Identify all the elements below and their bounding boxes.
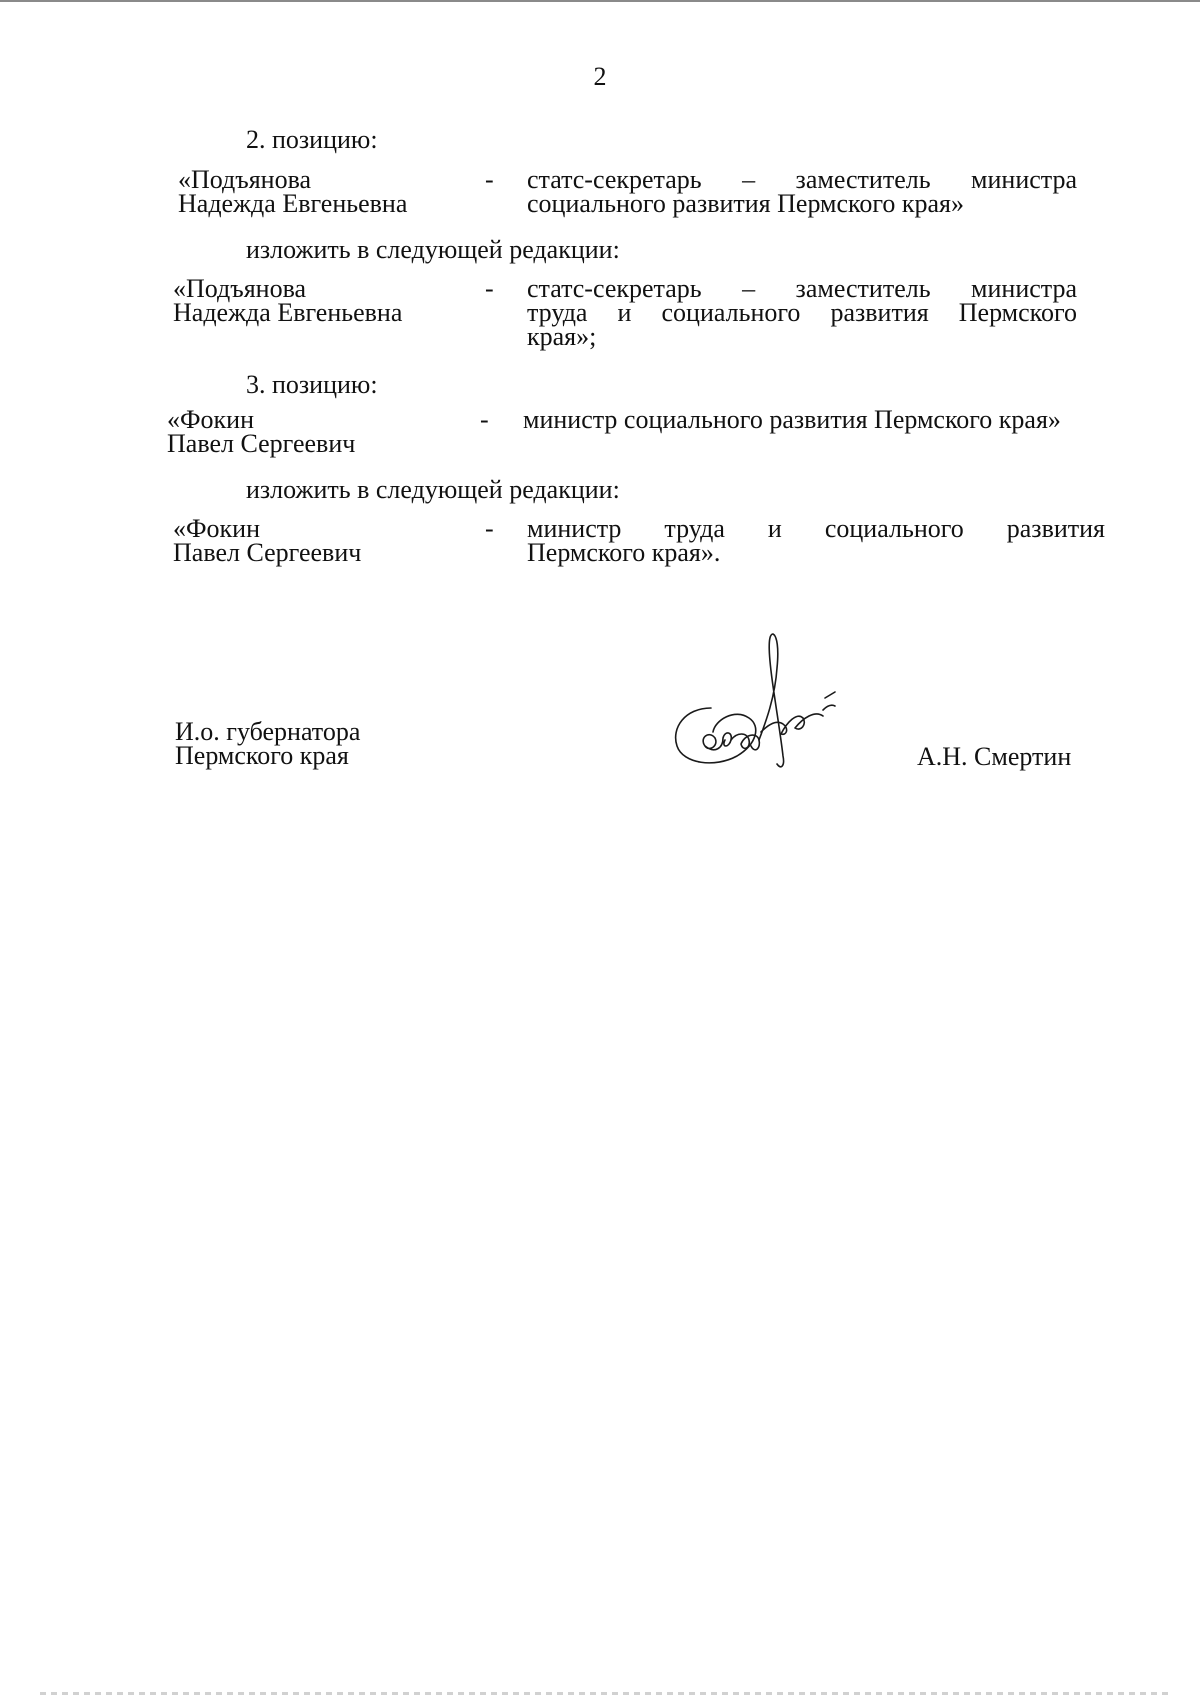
name-line: «Фокин — [173, 514, 261, 543]
section-2-old-description — [527, 165, 1077, 218]
section-2-new-description — [527, 274, 1077, 351]
section-2-new-dash: - — [485, 274, 494, 303]
section-3-old-description: министр социального развития Пермского края» — [523, 405, 1061, 434]
description-line: статс-секретарь – заместитель министра — [527, 165, 1077, 194]
handwritten-signature-icon — [665, 628, 865, 778]
description-line: статс-секретарь – заместитель министра — [527, 274, 1077, 303]
section-3-old-dash: - — [480, 405, 489, 434]
name-line: «Подъянова — [173, 274, 307, 303]
signer-name: А.Н. Смертин — [917, 742, 1072, 771]
signatory-title — [175, 717, 361, 770]
section-2-replace-phrase: изложить в следующей редакции: — [246, 235, 620, 264]
description-line: Пермского края». — [527, 538, 721, 567]
scan-edge-top — [0, 0, 1200, 2]
section-3-heading: 3. позицию: — [246, 370, 378, 399]
scan-edge-bottom — [40, 1692, 1170, 1695]
section-3-new-description — [527, 514, 1105, 567]
section-2-old-name — [178, 165, 408, 218]
name-line: Надежда Евгеньевна — [178, 189, 408, 218]
section-3-new-dash: - — [485, 514, 494, 543]
section-3-replace-phrase: изложить в следующей редакции: — [246, 475, 620, 504]
name-line: «Фокин — [167, 405, 255, 434]
name-line: «Подъянова — [178, 165, 312, 194]
section-3-new-name — [173, 514, 362, 567]
name-line: Надежда Евгеньевна — [173, 298, 403, 327]
description-line: края»; — [527, 322, 597, 351]
page-number: 2 — [593, 62, 607, 91]
section-3-old-name — [167, 405, 356, 458]
section-2-new-name — [173, 274, 403, 327]
title-line: Пермского края — [175, 741, 349, 770]
description-line: труда и социального развития Пермского — [527, 298, 1077, 327]
description-line: социального развития Пермского края» — [527, 189, 965, 218]
title-line: И.о. губернатора — [175, 717, 361, 746]
name-line: Павел Сергеевич — [173, 538, 362, 567]
section-2-old-dash: - — [485, 165, 494, 194]
description-line: министр труда и социального развития — [527, 514, 1105, 543]
section-2-heading: 2. позицию: — [246, 125, 378, 154]
name-line: Павел Сергеевич — [167, 429, 356, 458]
